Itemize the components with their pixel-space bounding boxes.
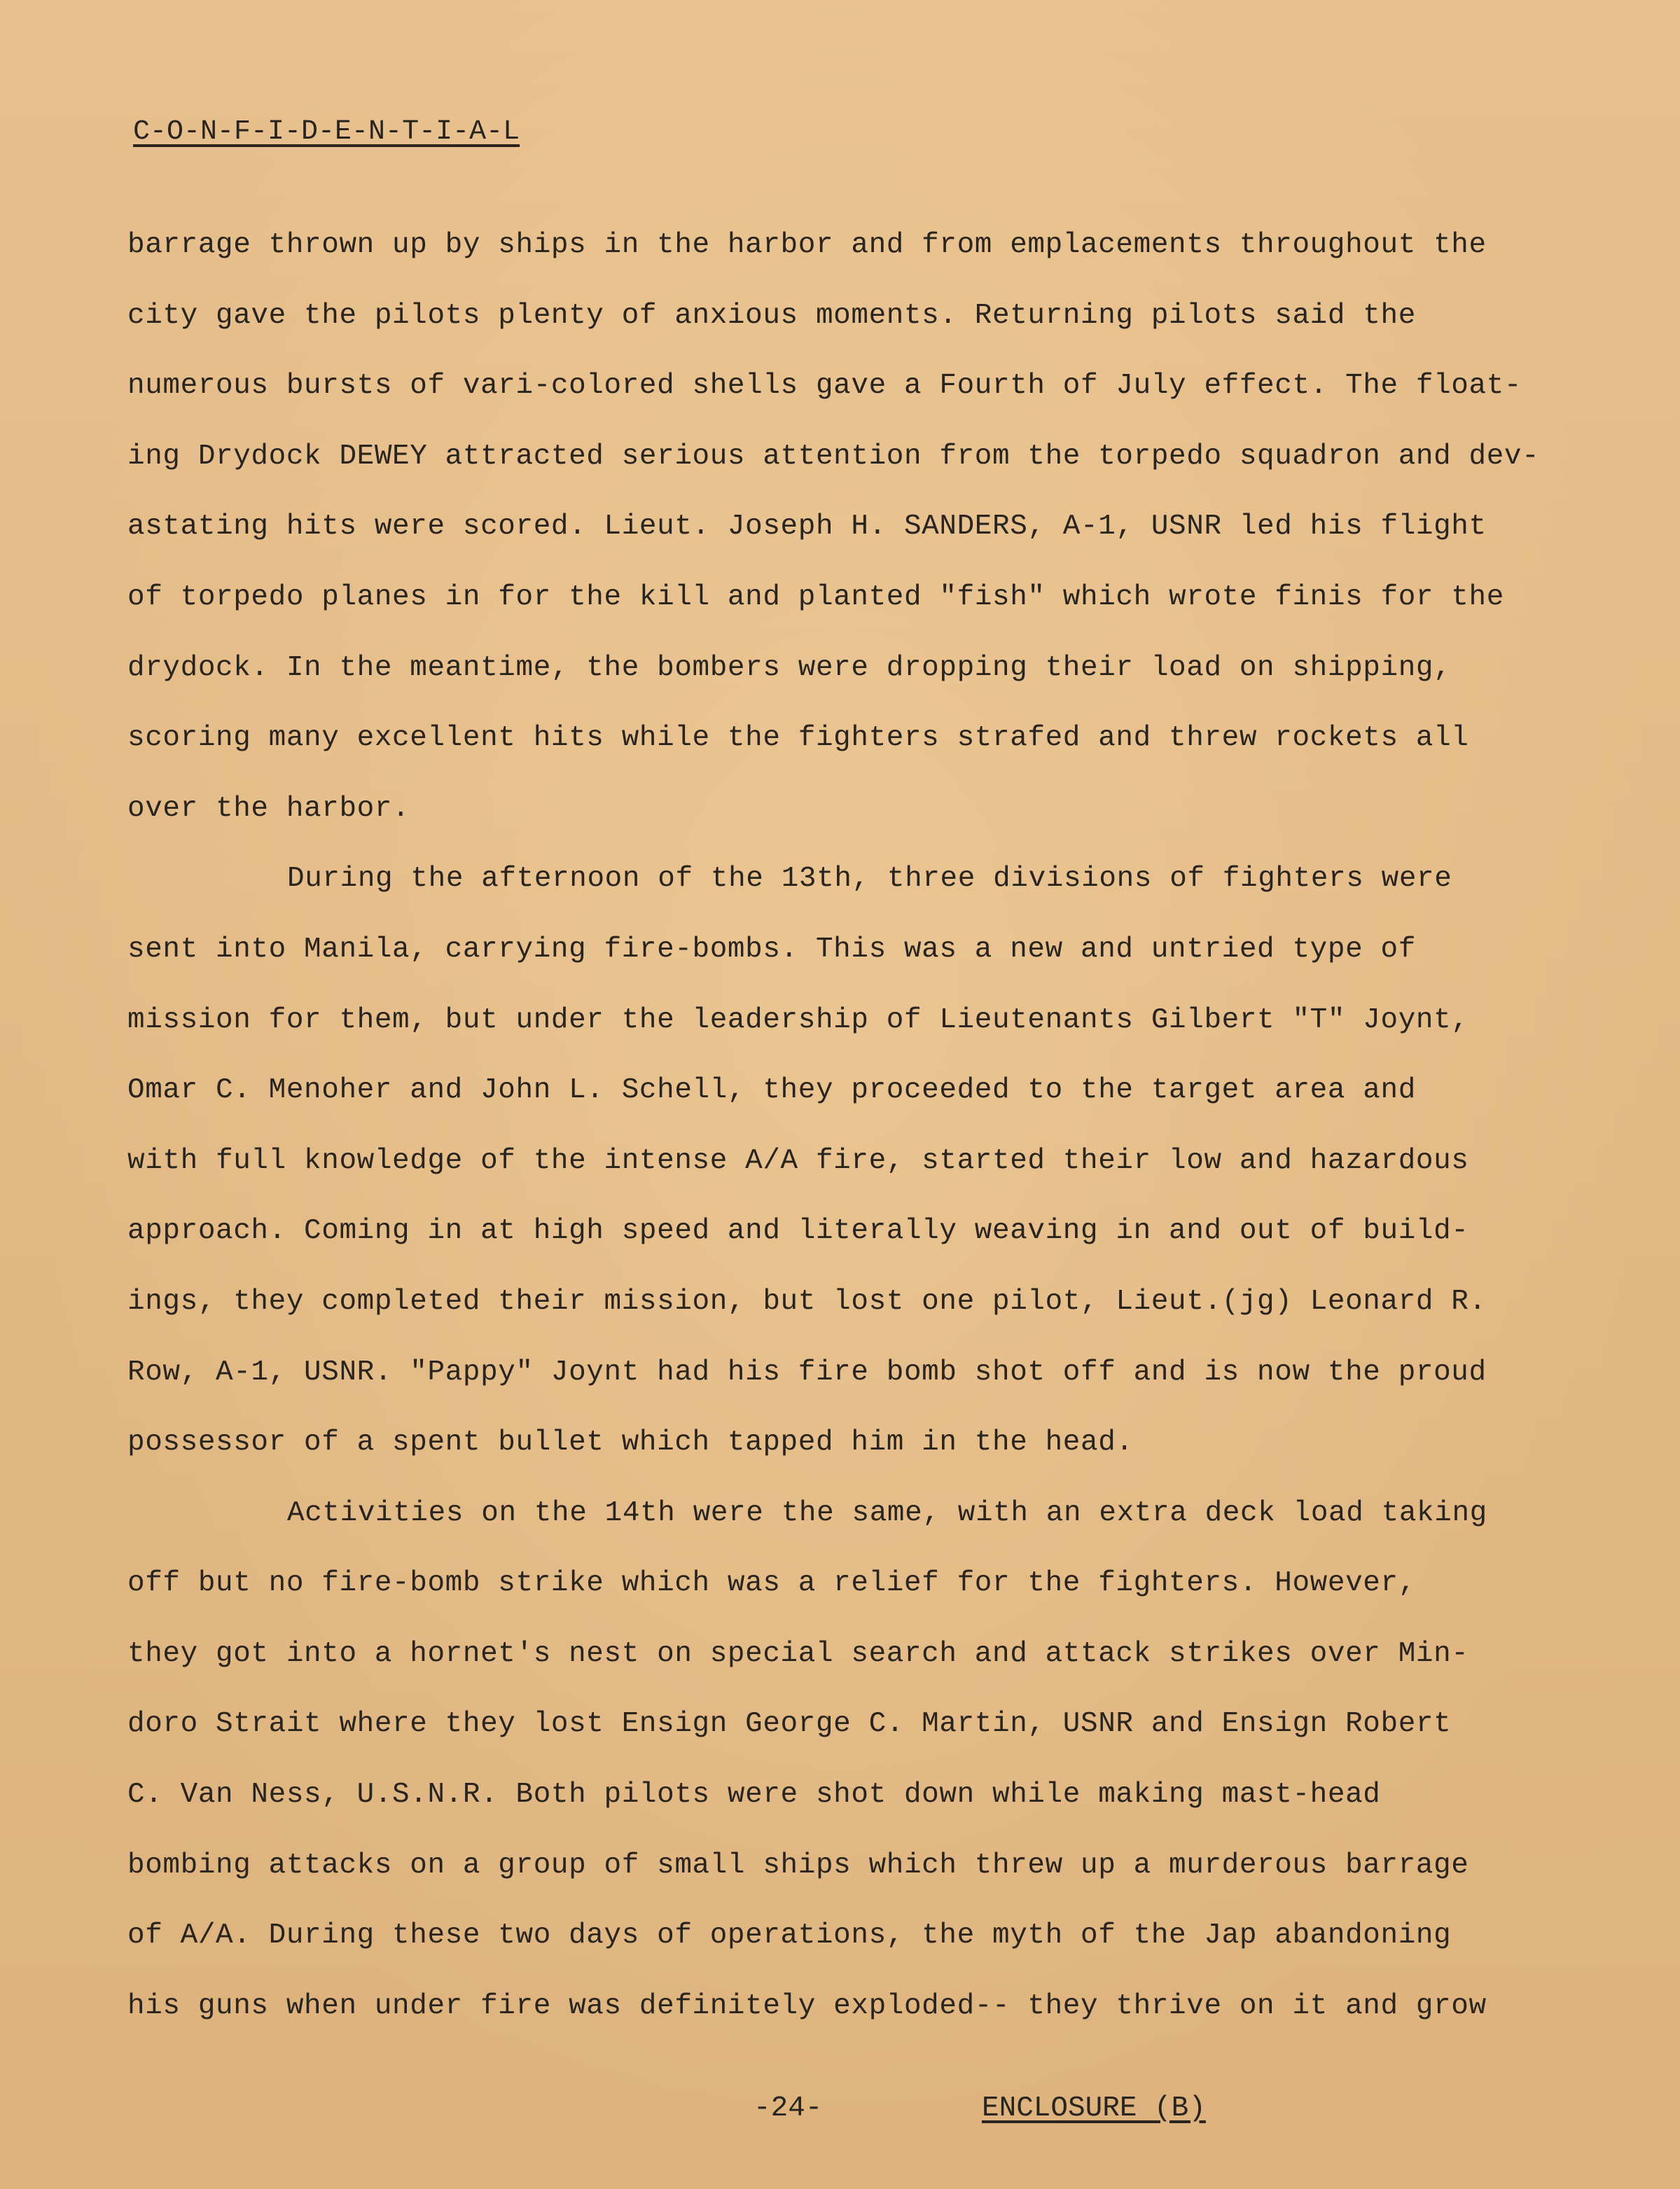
text-line: approach. Coming in at high speed and literally weaving in and out of build- [127,1215,1469,1248]
text-line: city gave the pilots plenty of anxious moments. Returning pilots said the [127,299,1416,332]
text-line: mission for them, but under the leadership of Lieutenants Gilbert "T" Joynt, [127,1003,1469,1036]
paragraph-start-line: During the afternoon of the 13th, three divisions of fighters were [287,863,1452,896]
text-line: doro Strait where they lost Ensign George C. Martin, USNR and Ensign Robert [127,1708,1452,1741]
text-line: they got into a hornet's nest on special search and attack strikes over Min- [127,1637,1469,1670]
page-footer [0,2092,1680,2134]
text-line: C. Van Ness, U.S.N.R. Both pilots were shot down while making mast-head [127,1779,1381,1812]
text-line: scoring many excellent hits while the fighters strafed and threw rockets all [127,722,1469,755]
text-line: his guns when under fire was definitely exploded-- they thrive on it and grow [127,1989,1487,2022]
text-line: of torpedo planes in for the kill and planted "fish" which wrote finis for the [127,581,1504,613]
text-line: ings, they completed their mission, but lost one pilot, Lieut.(jg) Leonard R. [127,1285,1487,1318]
body-text [127,224,1556,2055]
enclosure-label: ENCLOSURE (B) [982,2092,1206,2125]
text-line: Omar C. Menoher and John L. Schell, they proceeded to the target area and [127,1074,1416,1107]
text-line: bombing attacks on a group of small ships which threw up a murderous barrage [127,1849,1469,1882]
text-line: off but no fire-bomb strike which was a relief for the fighters. However, [127,1567,1416,1600]
paragraph-start-line: Activities on the 14th were the same, with an extra deck load taking [287,1496,1487,1529]
text-line: astating hits were scored. Lieut. Joseph H. SANDERS, A-1, USNR led his flight [127,510,1487,543]
text-line: drydock. In the meantime, the bombers were dropping their load on shipping, [127,651,1452,684]
text-line: over the harbor. [127,792,410,825]
text-line: barrage thrown up by ships in the harbor and from emplacements throughout the [127,229,1487,261]
classification-label: C-O-N-F-I-D-E-N-T-I-A-L [133,116,520,148]
text-line: Row, A-1, USNR. "Pappy" Joynt had his fire bomb shot off and is now the proud [127,1356,1487,1389]
text-line: of A/A. During these two days of operations, the myth of the Jap abandoning [127,1919,1452,1952]
classification-header [133,116,520,148]
text-line: sent into Manila, carrying fire-bombs. This was a new and untried type of [127,933,1416,966]
text-line: numerous bursts of vari-colored shells gave a Fourth of July effect. The float- [127,370,1522,403]
text-line: with full knowledge of the intense A/A fire, started their low and hazardous [127,1144,1469,1177]
page-number: -24- [754,2092,823,2125]
text-line: ing Drydock DEWEY attracted serious attention from the torpedo squadron and dev- [127,440,1540,473]
text-line: possessor of a spent bullet which tapped him in the head. [127,1426,1134,1459]
